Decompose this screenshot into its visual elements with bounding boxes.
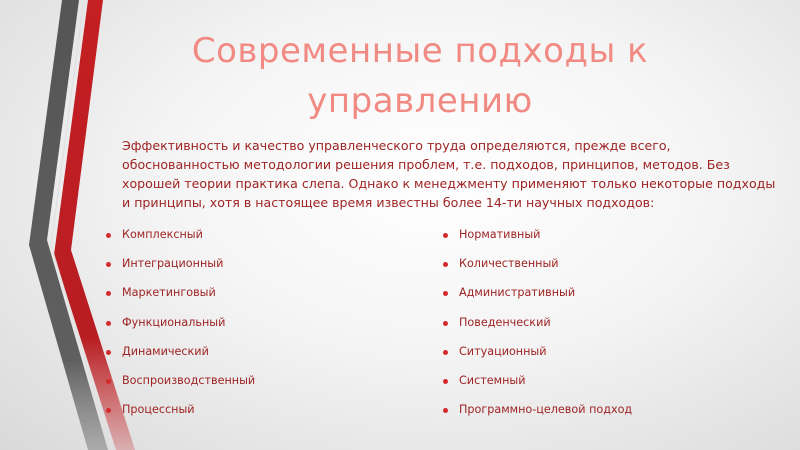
list-item xyxy=(443,372,632,401)
bullet-icon xyxy=(106,408,111,413)
list-item xyxy=(106,284,255,313)
list-item xyxy=(443,226,632,255)
list-item-label: Нормативный xyxy=(459,228,541,241)
bullet-icon xyxy=(106,262,111,267)
list-item xyxy=(106,226,255,255)
list-item xyxy=(443,343,632,372)
list-item xyxy=(443,255,632,284)
list-item-label: Интеграционный xyxy=(122,257,224,271)
bullet-icon xyxy=(106,350,111,355)
list-item xyxy=(106,343,255,372)
bullet-icon xyxy=(443,291,448,296)
list-item-label: Количественный xyxy=(459,257,559,271)
list-item xyxy=(106,314,255,343)
bullet-icon xyxy=(106,233,111,238)
bullet-icon xyxy=(106,379,111,384)
list-item-label: Программно-целевой подход xyxy=(459,403,633,417)
list-item-label: Процессный xyxy=(122,403,195,417)
bullet-icon xyxy=(443,262,448,267)
list-item xyxy=(443,284,632,313)
list-item-label: Ситуационный xyxy=(459,344,547,358)
bullet-icon xyxy=(443,350,448,355)
list-item-label: Административный xyxy=(459,286,576,300)
list-item-label: Динамический xyxy=(122,344,209,358)
intro-paragraph: Эффективность и качество управленческого труда определяются, прежде всего, обоснованностью методологии решения проблем, т.е. подходов, принципов, методов. Без хорошей теории практика слепа. Однако к менеджменту применяют только некоторые подходы и принципы, хотя в настоящее время известны более 14-ти научных подходов: xyxy=(122,138,776,210)
list-item xyxy=(443,314,632,343)
bullet-icon xyxy=(106,291,111,296)
list-item xyxy=(443,401,632,430)
approaches-list-left xyxy=(106,226,255,430)
bullet-icon xyxy=(443,379,448,384)
list-item-label: Системный xyxy=(459,373,526,387)
approaches-list-right xyxy=(443,226,632,430)
list-item xyxy=(106,372,255,401)
slide-title: Современные подходы к управлению xyxy=(191,31,649,121)
list-item xyxy=(106,255,255,284)
bullet-icon xyxy=(443,408,448,413)
list-item-label: Поведенческий xyxy=(459,315,551,329)
list-item xyxy=(106,401,255,430)
list-item-label: Маркетинговый xyxy=(122,286,216,300)
bullet-icon xyxy=(443,233,448,238)
bullet-icon xyxy=(443,321,448,326)
list-item-label: Комплексный xyxy=(122,228,203,241)
bullet-icon xyxy=(106,321,111,326)
list-item-label: Функциональный xyxy=(122,315,226,329)
list-item-label: Воспроизводственный xyxy=(122,373,256,387)
